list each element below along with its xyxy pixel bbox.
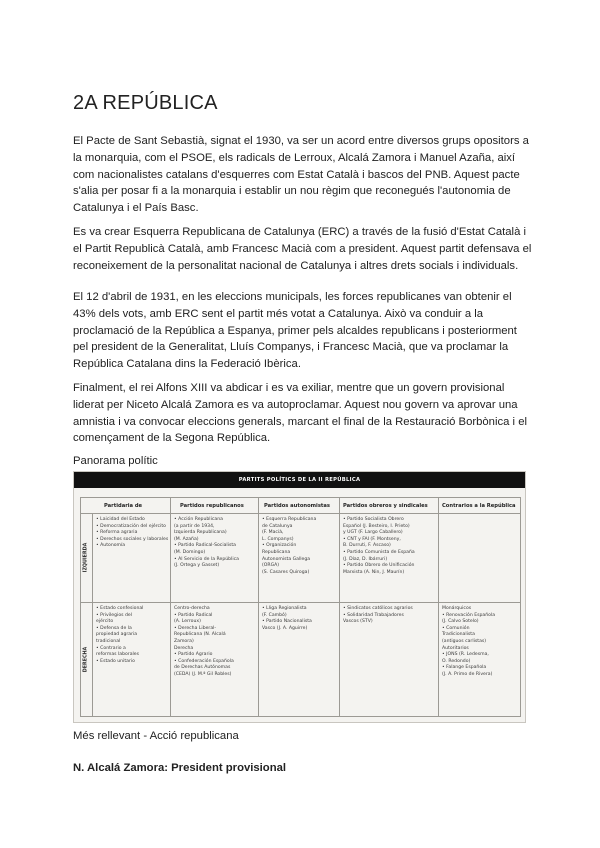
table-cell-line: ejército — [96, 619, 114, 625]
header-obreros: Partidos obreros y sindicales — [343, 503, 428, 509]
table-cell-line: Zamora) — [174, 638, 194, 644]
header-partidaria: Partidaria de — [104, 503, 143, 509]
table-cell-line: • Confederación Española — [174, 658, 234, 664]
table-cell-line: Autoritarios — [442, 645, 469, 651]
table-cell-line: • Solidaridad Trabajadores — [343, 612, 404, 618]
caption-mes-rellevant: Més rellevant - Acció republicana — [73, 730, 239, 742]
table-cell-line: Derecha — [174, 645, 194, 651]
table-cell-line: • Esquerra Republicana — [262, 517, 317, 522]
table-cell-line: • Democratización del ejército — [96, 523, 166, 529]
table-cell-line: propiedad agraria — [96, 632, 138, 638]
table-cell-line: • Partido Obrero de Unificación — [343, 563, 415, 569]
table-cell-line: • Partido Nacionalista — [262, 619, 312, 625]
row-label-izquierda: IZQUIERDA — [83, 542, 89, 573]
table-cell-line: • Estado confesional — [96, 606, 144, 611]
header-republicanos: Partidos republicanos — [180, 503, 244, 509]
table-cell-line: (S. Casares Quiroga) — [262, 569, 310, 575]
table-rule — [80, 716, 521, 717]
table-cell-line: (M. Domingo) — [174, 549, 206, 555]
table-cell-line: Marxista (A. Nin, J. Maurín) — [343, 569, 405, 575]
paragraph-pacte-sant-sebastia: El Pacte de Sant Sebastià, signat el 1930, va ser un acord entre diversos grups opositors a la monarquia, com el PSOE, els radicals de Lerroux, Alcalá Zamora i Manuel Azaña, així com nacionalistes catalans d'esquerres com Estat Català i bascos del PNB. Aquest pacte s'alia per posar fi a la monarquia i establir un nou règim que reconegués l'autonomia de Catalunya i el País Basc. — [73, 135, 529, 215]
cell-left-republicans — [174, 517, 239, 570]
table-cell-line: • Partido Radical-Socialista — [174, 543, 236, 549]
table-rule — [80, 497, 521, 498]
caption-panorama: Panorama polític — [73, 455, 158, 467]
paragraph-12-abril: El 12 d'abril de 1931, en les eleccions municipals, les forces republicanes van obtenir el 43% dels vots, amb ERC sent el partit més votat a Catalunya. Això va conduir a la proclamació de la República a Espanya, primer pels alcaldes republicans i posteriorment pel president de la Generalitat, Lluís Companys, i Francesc Macià, que va proclamar la República Catalana dins la Federació Ibèrica. — [73, 291, 517, 371]
table-cell-line: • Partido Radical — [174, 612, 213, 618]
caption-alcala-zamora: N. Alcalá Zamora: President provisional — [73, 762, 287, 774]
table-rule — [438, 497, 439, 716]
table-cell-line: • JONS (R. Ledesma, — [442, 652, 489, 658]
table-rule — [520, 497, 521, 716]
cell-right-autonomists — [262, 606, 312, 632]
table-cell-line: • Organización — [262, 543, 297, 549]
cell-right-republicans — [174, 606, 234, 679]
table-cell-line: • Laicidad del Estado — [96, 517, 145, 522]
header-contrarios: Contrarios a la República — [442, 503, 516, 509]
table-cell-line: • Privilegios del — [96, 612, 132, 618]
table-cell-line: • Derechos sociales y laborales — [96, 536, 169, 542]
table-cell-line: de Catalunya — [262, 523, 293, 529]
table-cell-line: (F. Cambó) — [262, 612, 287, 618]
table-cell-line: (F. Macià, — [262, 530, 284, 536]
table-rule — [258, 497, 259, 716]
table-cell-line: Izquierda Republicana) — [174, 530, 227, 536]
table-cell-line: • Autonomía — [96, 543, 126, 549]
table-cell-line: (CEDA) (J. M.ª Gil Robles) — [174, 671, 232, 677]
table-title: PARTITS POLÍTICS DE LA II REPÚBLICA — [74, 472, 525, 488]
paragraph-final: Finalment, el rei Alfons XIII va abdicar i es va exiliar, mentre que un govern provisional liderat per Niceto Alcalá Zamora es va autoproclamar. Aquest nou govern va aprovar una amnistia i va convocar eleccions generals, marcant el final de la Restauració Borbònica i el començament de la Segona República. — [73, 382, 527, 445]
table-cell-line: (M. Azaña) — [174, 536, 199, 542]
table-cell-line: de Derechas Autónomas — [174, 665, 231, 671]
table-cell-line: • Partido Socialista Obrero — [343, 517, 404, 522]
table-cell-line: • Defensa de la — [96, 625, 132, 631]
table-cell-line: (antiguos carlistas) — [442, 638, 487, 644]
table-cell-line: (a partir de 1934, — [174, 523, 215, 529]
table-rule — [92, 513, 93, 716]
cell-right-against — [442, 606, 495, 679]
table-cell-line: • Renovación Española — [442, 612, 496, 618]
table-rule — [80, 513, 521, 514]
table-cell-line: • Falange Española — [442, 665, 487, 671]
table-cell-line: • Al Servicio de la República — [174, 556, 239, 562]
table-cell-line: (J. Calvo Sotelo) — [442, 619, 479, 625]
table-cell-line: • Derecha Liberal- — [174, 625, 217, 631]
cell-right-ideals — [96, 606, 143, 665]
table-cell-line: (J. Ortega y Gasset) — [174, 563, 220, 569]
table-cell-line: Autonomista Gallega — [262, 556, 311, 562]
paragraph-erc: Es va crear Esquerra Republicana de Catalunya (ERC) a través de la fusió d'Estat Català i el Partit Republicà Català, amb Francesc Macià com a president. Aquest partit defensava el reconeixement de la personalitat nacional de Catalunya i altres drets socials i individuals. — [73, 226, 532, 272]
table-cell-line: tradicional — [96, 638, 121, 644]
table-cell-line: Monárquicos — [442, 606, 472, 611]
political-parties-table — [73, 471, 526, 723]
header-autonomistas: Partidos autonomistas — [264, 503, 330, 509]
table-cell-line: reformas laborales — [96, 652, 140, 658]
table-cell-line: L. Companys) — [262, 536, 294, 542]
table-cell-line: y UGT (F. Largo Caballero) — [343, 530, 403, 536]
table-cell-line: • Sindicatos católicos agrarios — [343, 606, 413, 611]
row-label-derecha: DERECHA — [83, 646, 89, 673]
table-cell-line: • CNT y FAI (F. Montseny, — [343, 536, 401, 542]
table-cell-line: B. Durruti, F. Ascaso) — [343, 543, 391, 549]
table-rule — [80, 602, 521, 603]
table-cell-line: Republicana — [262, 549, 291, 555]
cell-left-ideals — [96, 517, 168, 550]
table-cell-line: • Reforma agraria — [96, 530, 138, 536]
table-cell-line: Republicana (N. Alcalá — [174, 632, 226, 638]
table-cell-line: • Partido Agrario — [174, 652, 213, 658]
table-rule — [170, 497, 171, 716]
table-cell-line: O. Redondo) — [442, 658, 471, 664]
table-cell-line: (A. Lerroux) — [174, 619, 201, 625]
cell-left-workers — [343, 517, 415, 576]
cell-left-autonomists — [262, 517, 316, 576]
table-cell-line: Vasco (J. A. Aguirre) — [262, 625, 308, 631]
table-cell-line: • Partido Comunista de España — [343, 549, 415, 555]
table-rule — [80, 497, 81, 716]
table-cell-line: Centro-derecha — [174, 606, 210, 611]
table-rule — [339, 497, 340, 716]
table-cell-line: • Comunión — [442, 625, 470, 631]
table-cell-line: Español (J. Besteiro, I. Prieto) — [343, 523, 410, 529]
page-title: 2A REPÚBLICA — [73, 92, 218, 114]
table-cell-line: (J. Díaz, D. Ibárruri) — [343, 556, 388, 562]
table-cell-line: Vascos (STV) — [343, 619, 373, 625]
cell-right-workers — [343, 606, 413, 626]
table-cell-line: (J. A. Primo de Rivera) — [442, 671, 493, 677]
table-cell-line: (ORGA) — [262, 563, 280, 569]
table-cell-line: Tradicionalista — [442, 632, 475, 638]
table-cell-line: • Estado unitario — [96, 658, 135, 664]
table-cell-line: • Lliga Regionalista — [262, 606, 307, 611]
table-cell-line: • Acción Republicana — [174, 517, 223, 522]
table-cell-line: • Contrario a — [96, 645, 126, 651]
